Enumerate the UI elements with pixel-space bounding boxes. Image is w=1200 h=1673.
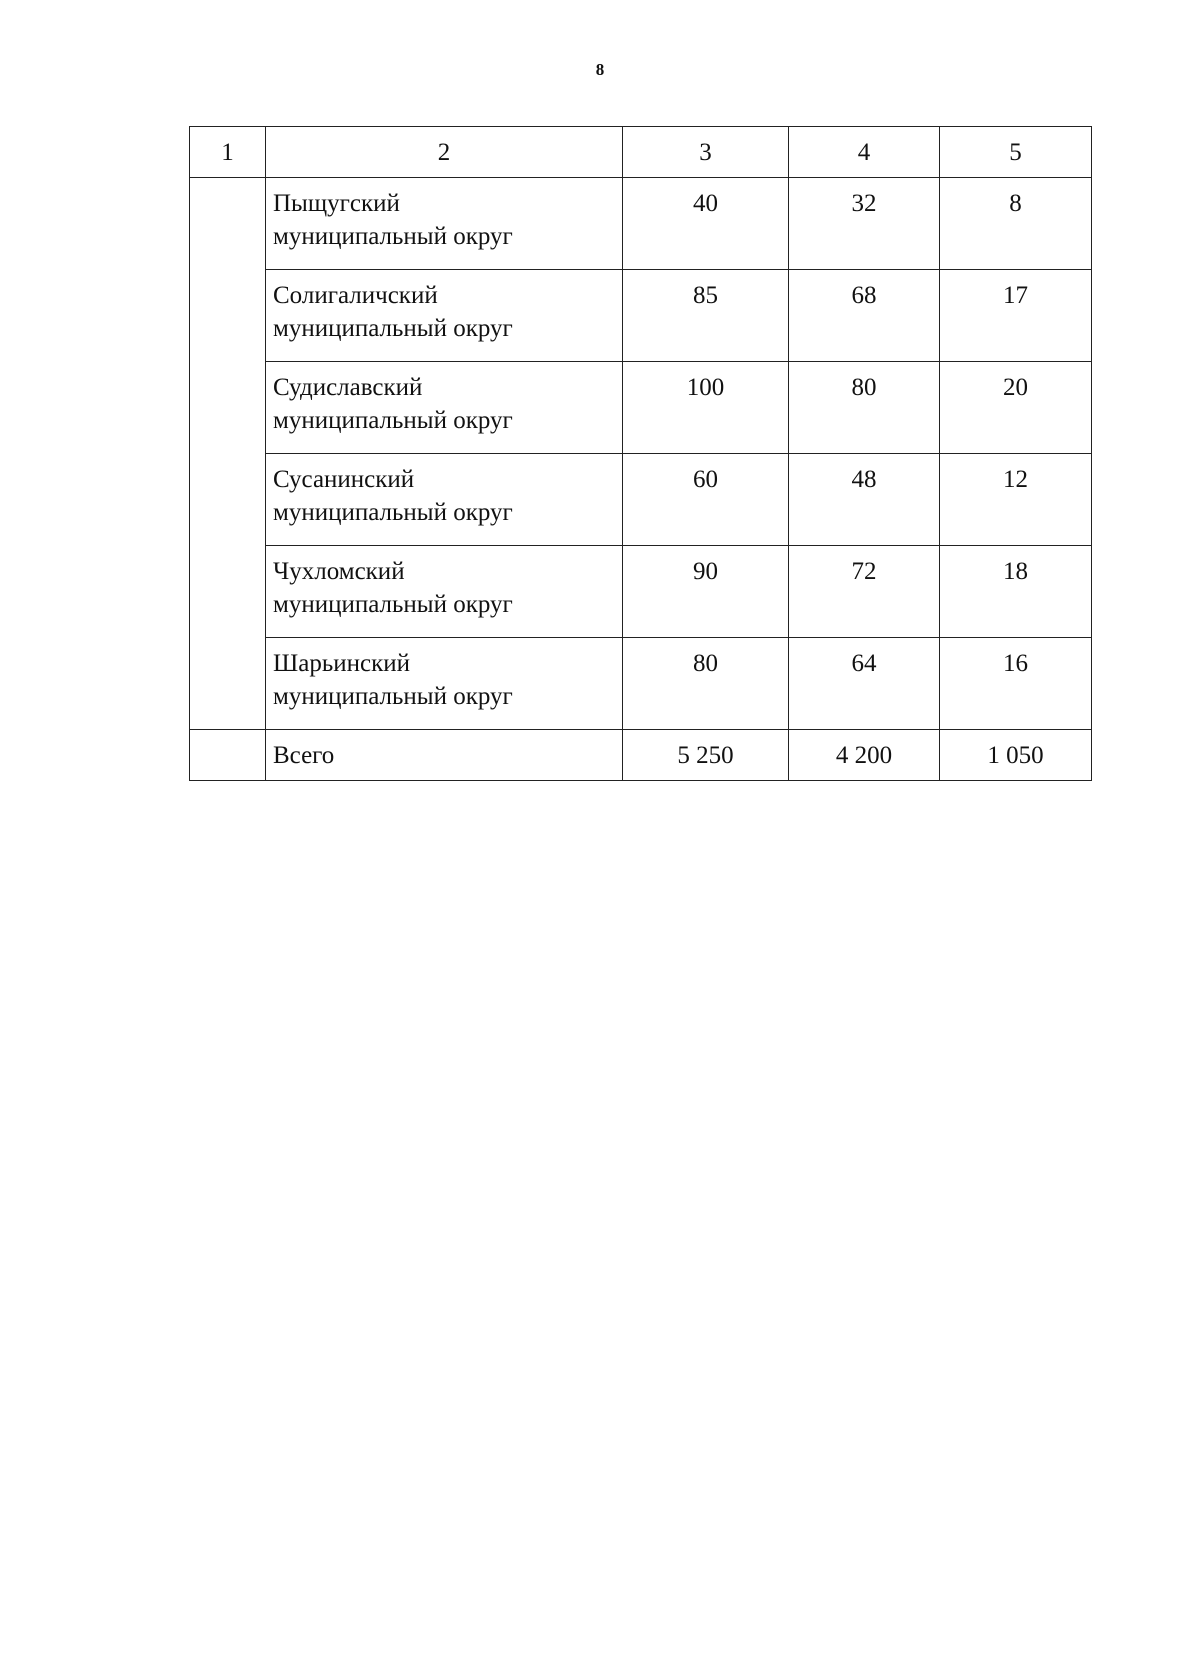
value-col3: 90	[623, 546, 789, 638]
total-index-cell	[190, 730, 266, 781]
value-col3: 100	[623, 362, 789, 454]
table-row	[190, 178, 1092, 270]
table-row	[190, 546, 1092, 638]
value-col5: 16	[940, 638, 1092, 730]
value-col5: 18	[940, 546, 1092, 638]
district-name: Чухломский	[273, 558, 405, 585]
column-number-5: 5	[940, 127, 1092, 178]
value-col4: 80	[789, 362, 940, 454]
table-row	[190, 270, 1092, 362]
column-number-1: 1	[190, 127, 266, 178]
allocation-table	[189, 126, 1092, 781]
district-name: Солигаличский	[273, 282, 438, 309]
merged-index-cell	[190, 178, 266, 730]
total-col3: 5 250	[623, 730, 789, 781]
district-name-cell	[266, 270, 623, 362]
district-name: Шарьинский	[273, 650, 410, 677]
table-row	[190, 362, 1092, 454]
table-row	[190, 638, 1092, 730]
district-type: муниципальный округ	[273, 315, 513, 342]
district-type: муниципальный округ	[273, 499, 513, 526]
district-name-cell	[266, 638, 623, 730]
total-row	[190, 730, 1092, 781]
value-col3: 40	[623, 178, 789, 270]
value-col5: 12	[940, 454, 1092, 546]
district-name: Судиславский	[273, 374, 423, 401]
district-name-cell	[266, 362, 623, 454]
district-type: муниципальный округ	[273, 223, 513, 250]
column-number-4: 4	[789, 127, 940, 178]
value-col3: 60	[623, 454, 789, 546]
column-number-row	[190, 127, 1092, 178]
total-label: Всего	[266, 730, 623, 781]
district-type: муниципальный округ	[273, 683, 513, 710]
district-name-cell	[266, 454, 623, 546]
page-number: 8	[595, 60, 605, 79]
district-type: муниципальный округ	[273, 591, 513, 618]
total-col4: 4 200	[789, 730, 940, 781]
table-row	[190, 454, 1092, 546]
value-col3: 80	[623, 638, 789, 730]
district-name: Сусанинский	[273, 466, 415, 493]
value-col5: 17	[940, 270, 1092, 362]
total-col5: 1 050	[940, 730, 1092, 781]
value-col5: 8	[940, 178, 1092, 270]
value-col4: 72	[789, 546, 940, 638]
column-number-3: 3	[623, 127, 789, 178]
district-type: муниципальный округ	[273, 407, 513, 434]
district-name-cell	[266, 178, 623, 270]
district-name-cell	[266, 546, 623, 638]
value-col4: 64	[789, 638, 940, 730]
value-col4: 68	[789, 270, 940, 362]
value-col3: 85	[623, 270, 789, 362]
value-col4: 48	[789, 454, 940, 546]
district-name: Пыщугский	[273, 190, 400, 217]
value-col4: 32	[789, 178, 940, 270]
value-col5: 20	[940, 362, 1092, 454]
column-number-2: 2	[266, 127, 623, 178]
